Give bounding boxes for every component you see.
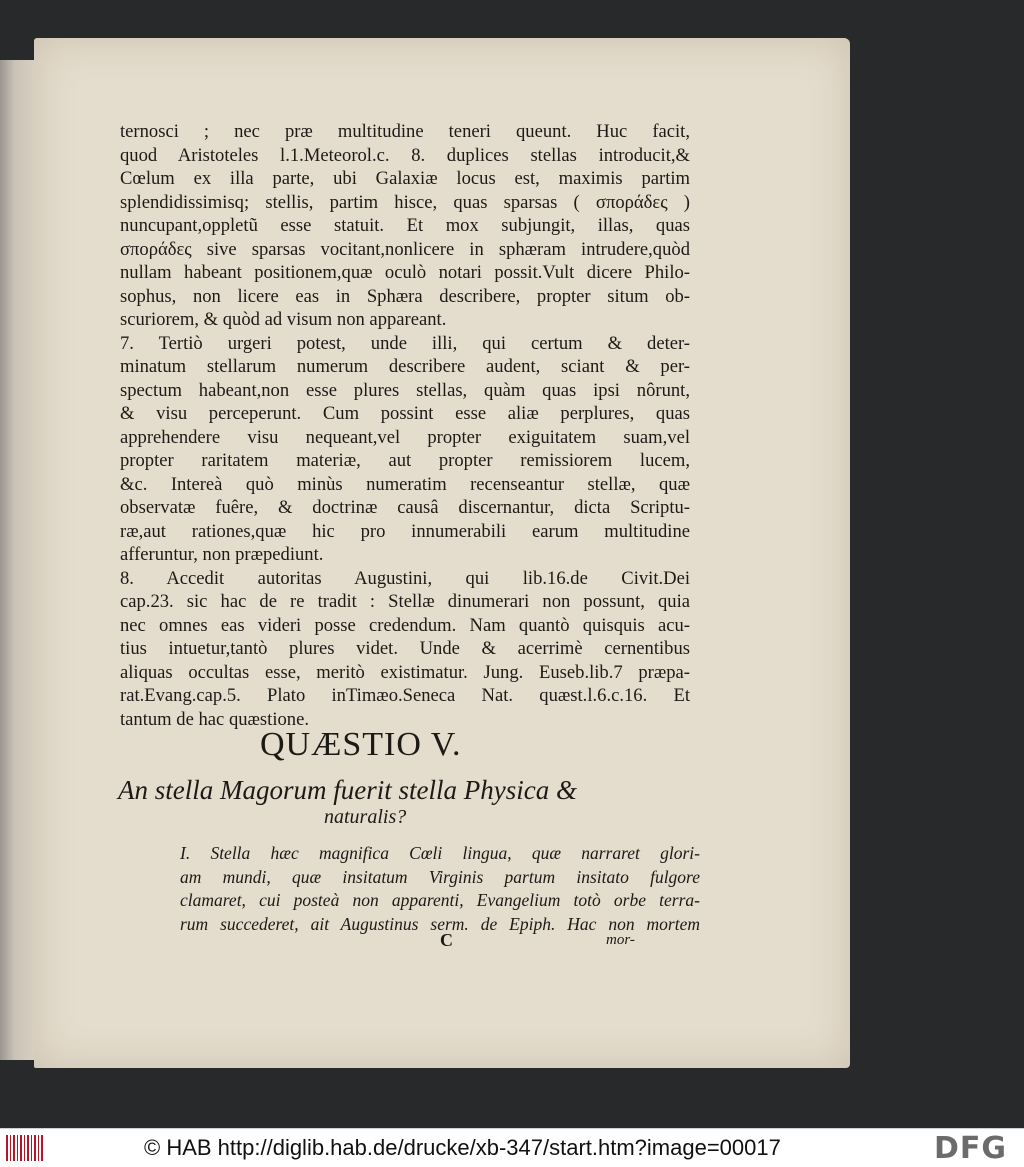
text-line: 7. Tertiò urgeri potest, unde illi, qui certum & deter-	[120, 332, 690, 354]
text-line: nullam habeant positionem,quæ oculò notari possit.Vult dicere Philo-	[120, 262, 690, 283]
paragraph-text	[120, 120, 690, 731]
text-line: ternosci ; nec præ multitudine teneri queunt. Huc facit,	[120, 121, 690, 142]
barcode-icon	[6, 1135, 44, 1161]
text-line: apprehendere visu nequeant,vel propter exiguitatem suam,vel	[120, 426, 690, 448]
question-subheading: An stella Magorum fuerit stella Physica &	[118, 775, 577, 805]
text-line: cap.23. sic hac de re tradit : Stellæ dinumerari non possunt, quia	[120, 591, 690, 612]
text-line: afferuntur, non præpediunt.	[120, 544, 324, 565]
question-heading: QUÆSTIO V.	[260, 726, 462, 763]
signature-mark: C	[440, 930, 453, 950]
text-line: observatæ fuêre, & doctrinæ causâ discernantur, dicta Scriptu-	[120, 497, 690, 518]
text-line: splendidissimisq; stellis, partim hisce, quas sparsas ( σποράδες )	[120, 191, 690, 213]
text-line: tius intuetur,tantò plures videt. Unde & acerrimè cernentibus	[120, 638, 690, 659]
text-line: &c. Intereà quò minùs numeratim recenseantur stellæ, quæ	[120, 473, 690, 495]
text-line: am mundi, quæ insitatum Virginis partum insitato fulgore	[180, 866, 700, 887]
adjacent-page-edge	[0, 60, 36, 1060]
section-one-text	[180, 842, 700, 936]
text-line: aliquas occultas esse, meritò existimatur. Jung. Euseb.lib.7 præpa-	[120, 661, 690, 683]
text-line: & visu perceperunt. Cum possint esse aliæ perplures, quas	[120, 403, 690, 424]
text-line: rum succederet, ait Augustinus serm. de Epiph. Hac non mortem	[180, 913, 700, 934]
text-line: nec omnes eas videri posse credendum. Nam quantò quisquis acu-	[120, 614, 690, 636]
text-line: minatum stellarum numerum describere audent, sciant & per-	[120, 356, 690, 377]
book-page	[34, 38, 850, 1068]
text-line: I. Stella hæc magnifica Cœli lingua, quæ narraret glori-	[180, 843, 700, 863]
text-line: tantum de hac quæstione.	[120, 708, 309, 730]
text-line: propter raritatem materiæ, aut propter remissiorem lucem,	[120, 450, 690, 471]
text-line: σποράδες sive sparsas vocitant,nonlicere in sphæram intrudere,quòd	[120, 238, 690, 260]
text-line: Cœlum ex illa parte, ubi Galaxiæ locus est, maximis partim	[120, 168, 690, 189]
text-line: clamaret, cui posteà non apparenti, Evangelium totò orbe terra-	[180, 890, 700, 910]
footer-bar	[0, 1128, 1024, 1167]
text-line: quod Aristoteles l.1.Meteorol.c. 8. duplices stellas introducit,&	[120, 144, 690, 166]
text-line: ræ,aut rationes,quæ hic pro innumerabili earum multitudine	[120, 520, 690, 542]
text-line: nuncupant,oppletũ esse statuit. Et mox subjungit, illas, quas	[120, 215, 690, 236]
text-line: spectum habeant,non esse plures stellas, quàm quas ipsi nôrunt,	[120, 379, 690, 401]
question-subheading-cont: naturalis?	[324, 806, 407, 828]
catchword: mor-	[606, 932, 635, 948]
text-line: scuriorem, & quòd ad visum non appareant.	[120, 309, 447, 330]
source-link[interactable]: © HAB http://diglib.hab.de/drucke/xb-347/start.htm?image=00017	[144, 1135, 781, 1160]
dfg-logo: DFG	[934, 1131, 1008, 1166]
text-line: 8. Accedit autoritas Augustini, qui lib.16.de Civit.Dei	[120, 567, 690, 589]
text-line: sophus, non licere eas in Sphæra describere, propter situm ob-	[120, 285, 690, 307]
text-line: rat.Evang.cap.5. Plato inTimæo.Seneca Nat. quæst.l.6.c.16. Et	[120, 685, 690, 706]
